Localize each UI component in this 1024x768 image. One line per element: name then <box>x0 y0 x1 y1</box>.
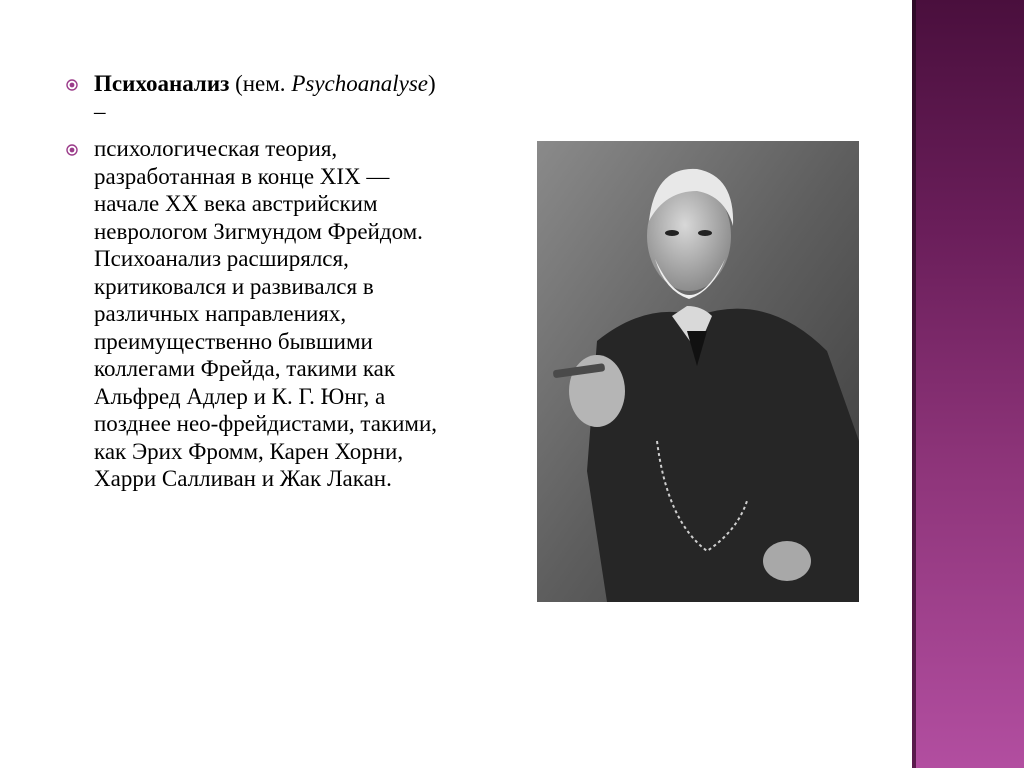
portrait-illustration <box>537 141 859 602</box>
bullet-list <box>66 70 446 503</box>
bullet-term: Психоанализ <box>94 71 230 96</box>
portrait-photo <box>537 141 859 602</box>
bullet-description-text: психологическая теория, разработанная в конце XIX — начале XX века австрийским неврологом Зигмундом Фрейдом. Психоанализ расширялся, критиковался и развивался в различных направлениях, преимущественно бывшими коллегами Фрейда, такими как Альфред Адлер и К. Г. Юнг, а позднее нео-фрейдистами, такими, как Эрих Фромм, Карен Хорни, Харри Салливан и Жак Лакан. <box>94 136 438 491</box>
bullet-latin-term: Psychoanalyse <box>291 71 428 96</box>
target-bullet-icon <box>66 79 78 91</box>
target-bullet-icon <box>66 144 78 156</box>
bullet-item-description <box>66 135 446 493</box>
bullet-term-origin: (нем. <box>229 71 292 96</box>
bullet-term-tail: ) – <box>94 71 436 124</box>
bullet-item-definition <box>66 70 446 125</box>
decorative-side-stripe <box>912 0 916 768</box>
decorative-side-band <box>912 0 1024 768</box>
